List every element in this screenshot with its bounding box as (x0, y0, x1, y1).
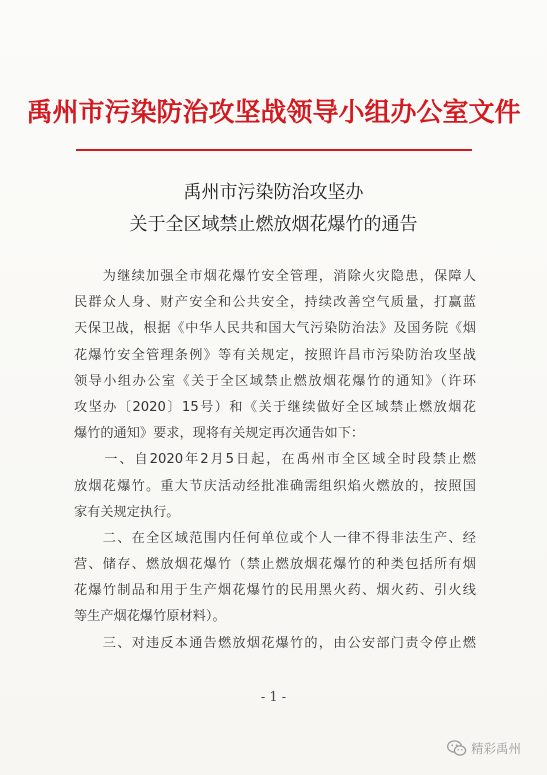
body-line: 天保卫战，根据《中华人民共和国大气污染防治法》及国务院《烟 (74, 321, 476, 337)
watermark-text: 精彩禹州 (471, 741, 522, 756)
body-line: 花爆竹安全管理条例》等有关规定，按照许昌市污染防治攻坚战 (74, 347, 476, 363)
body-line: 二、在全区域范围内任何单位或个人一律不得非法生产、经 (74, 530, 476, 546)
notice-title-line-2: 关于全区域禁止燃放烟花爆竹的通告 (129, 214, 418, 235)
body-line: 花爆竹制品和用于生产烟花爆竹的民用黑火药、烟火药、引火线 (74, 583, 476, 599)
body-line: 爆竹的通知》要求，现将有关规定再次通告如下： (74, 426, 365, 442)
body-line: 三、对违反本通告燃放烟花爆竹的，由公安部门责令停止燃 (74, 635, 476, 651)
notice-body (74, 264, 476, 657)
body-line: 为继续加强全市烟花爆竹安全管理，消除火灾隐患，保障人 (74, 269, 476, 284)
body-line: 民群众人身、财产安全和公共安全，持续改善空气质量，打赢蓝 (74, 295, 476, 311)
wechat-icon (447, 740, 467, 757)
body-line: 一、自2020年2月5日起，在禹州市全区域全时段禁止燃 (74, 452, 476, 468)
body-line: 放烟花爆竹。重大节庆活动经批准确需组织焰火燃放的，按照国 (74, 478, 476, 494)
page-number: - 1 - (260, 690, 287, 705)
body-line: 营、储存、燃放烟花爆竹（禁止燃放烟花爆竹的种类包括所有烟 (74, 557, 476, 573)
document-header-title: 禹州市污染防治攻坚战领导小组办公室文件 (26, 98, 521, 128)
header-red-rule (76, 149, 472, 151)
body-line: 家有关规定执行。 (74, 504, 180, 520)
notice-title-line-1: 禹州市污染防治攻坚办 (183, 182, 364, 203)
watermark (447, 737, 521, 759)
body-line: 领导小组办公室《关于全区域禁止燃放烟花爆竹的通知》（许环 (74, 373, 476, 389)
body-line: 攻坚办〔2020〕15号）和《关于继续做好全区域禁止燃放烟花 (74, 399, 476, 415)
body-line: 等生产烟花爆竹原材料）。 (74, 609, 226, 625)
